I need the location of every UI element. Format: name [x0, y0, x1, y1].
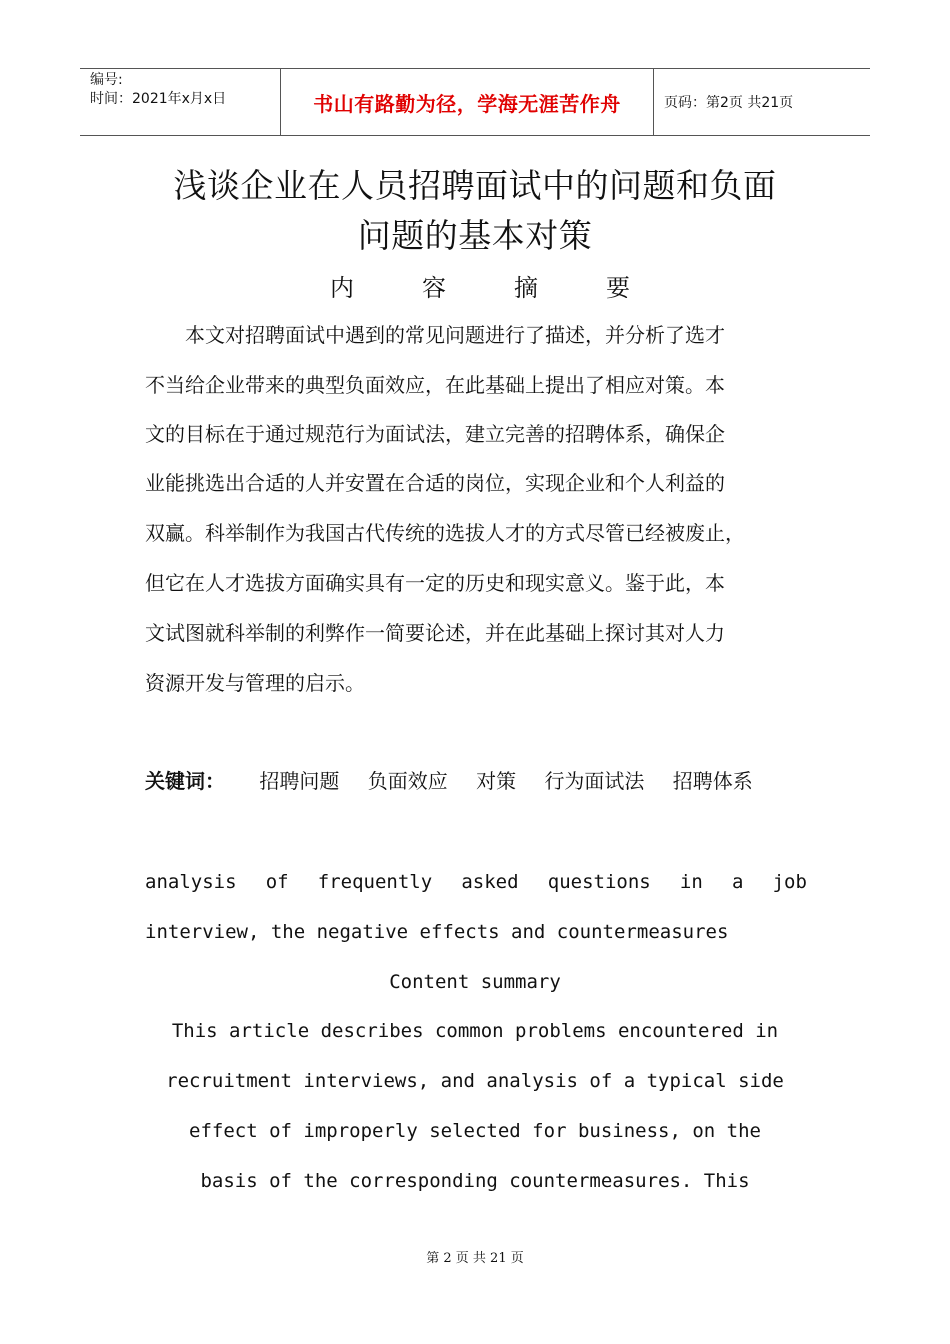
- english-title-word: a: [731, 871, 744, 893]
- english-title-word: questions: [547, 871, 651, 893]
- summary-heading-char: 容: [422, 274, 446, 302]
- document-title-line-1: 浅谈企业在人员招聘面试中的问题和负面: [173, 166, 777, 205]
- summary-heading: [330, 268, 630, 303]
- abstract-line: 双赢。科举制作为我国古代传统的选拔人才的方式尽管已经被废止，: [145, 521, 745, 545]
- english-title-word: asked: [461, 871, 519, 893]
- english-title-line-2: interview, the negative effects and countermeasures: [145, 921, 729, 943]
- keyword: 负面效应: [367, 769, 448, 793]
- header-meta: [80, 69, 281, 135]
- abstract-line: 但它在人才选拔方面确实具有一定的历史和现实意义。鉴于此，本: [145, 571, 725, 595]
- summary-heading-char: 内: [330, 274, 354, 302]
- keyword: 招聘体系: [672, 769, 753, 793]
- abstract-line: 文试图就科举制的利弊作一简要论述，并在此基础上探讨其对人力: [145, 621, 725, 645]
- date-label: 时间：2021年x月x日: [90, 91, 227, 107]
- english-body-line: basis of the corresponding countermeasures. This: [200, 1170, 750, 1192]
- english-title-word: job: [772, 871, 807, 893]
- keyword: 对策: [476, 769, 517, 793]
- number-label: 编号:: [90, 72, 123, 88]
- abstract-line: 本文对招聘面试中遇到的常见问题进行了描述，并分析了选才: [145, 323, 725, 347]
- english-title-word: frequently: [317, 871, 433, 893]
- summary-heading-char: 要: [606, 274, 630, 302]
- abstract-line: 文的目标在于通过规范行为面试法，建立完善的招聘体系，确保企: [145, 422, 725, 446]
- keywords-label: 关键词：: [145, 769, 225, 793]
- header-motto: 书山有路勤为径，学海无涯苦作舟: [281, 69, 654, 135]
- header-page-label: 页码：第2页 共21页: [664, 95, 794, 111]
- english-title-line-1: [145, 869, 807, 895]
- english-body-line: effect of improperly selected for business, on the: [189, 1120, 761, 1142]
- abstract-line: 业能挑选出合适的人并安置在合适的岗位，实现企业和个人利益的: [145, 471, 725, 495]
- english-body-line: recruitment interviews, and analysis of a typical side: [166, 1070, 784, 1092]
- document-title-line-2: 问题的基本对策: [357, 216, 593, 255]
- abstract-line: 不当给企业带来的典型负面效应，在此基础上提出了相应对策。本: [145, 373, 725, 397]
- keyword: 招聘问题: [259, 769, 340, 793]
- english-title-word: analysis: [145, 871, 237, 893]
- page-header: [80, 68, 870, 136]
- summary-heading-char: 摘: [514, 274, 538, 302]
- english-summary-heading: Content summary: [389, 971, 561, 993]
- english-title-word: of: [265, 871, 289, 893]
- keywords: [145, 768, 775, 794]
- english-body-line: This article describes common problems encountered in: [171, 1020, 779, 1042]
- page-footer: 第 2 页 共 21 页: [426, 1251, 524, 1266]
- abstract-line: 资源开发与管理的启示。: [145, 671, 365, 695]
- english-title-word: in: [679, 871, 703, 893]
- keyword: 行为面试法: [544, 769, 645, 793]
